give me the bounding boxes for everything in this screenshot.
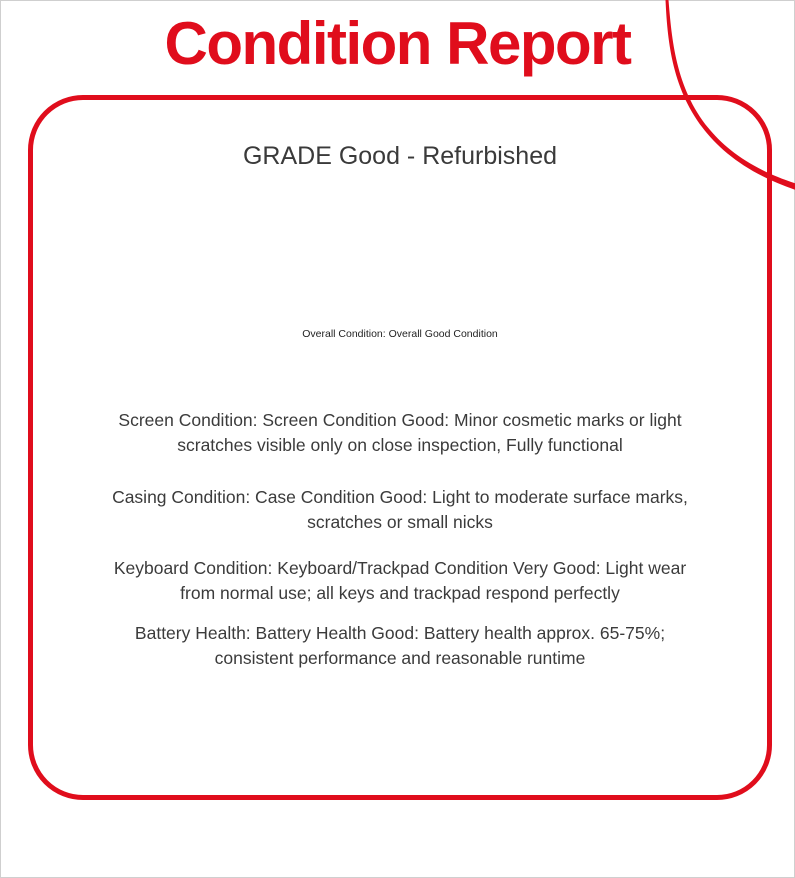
overall-condition-text: Overall Condition: Overall Good Condition (302, 328, 498, 340)
report-box (28, 95, 772, 800)
condition-screen (33, 408, 767, 458)
condition-casing (33, 485, 767, 535)
grade-heading: GRADE Good - Refurbished (242, 142, 558, 170)
condition-screen-line2: scratches visible only on close inspection, Fully functional (177, 435, 623, 455)
condition-battery (33, 621, 767, 671)
condition-casing-line2: scratches or small nicks (307, 512, 493, 532)
condition-battery-line1: Battery Health: Battery Health Good: Battery health approx. 65-75%; (134, 623, 666, 643)
condition-keyboard-line2: from normal use; all keys and trackpad respond perfectly (180, 583, 620, 603)
condition-keyboard-line1: Keyboard Condition: Keyboard/Trackpad Condition Very Good: Light wear (113, 558, 687, 578)
page-title: Condition Report (164, 10, 631, 77)
condition-screen-line1: Screen Condition: Screen Condition Good: Minor cosmetic marks or light (118, 410, 682, 430)
condition-keyboard (33, 556, 767, 606)
condition-casing-line1: Casing Condition: Case Condition Good: Light to moderate surface marks, (112, 487, 688, 507)
condition-battery-line2: consistent performance and reasonable runtime (214, 648, 586, 668)
